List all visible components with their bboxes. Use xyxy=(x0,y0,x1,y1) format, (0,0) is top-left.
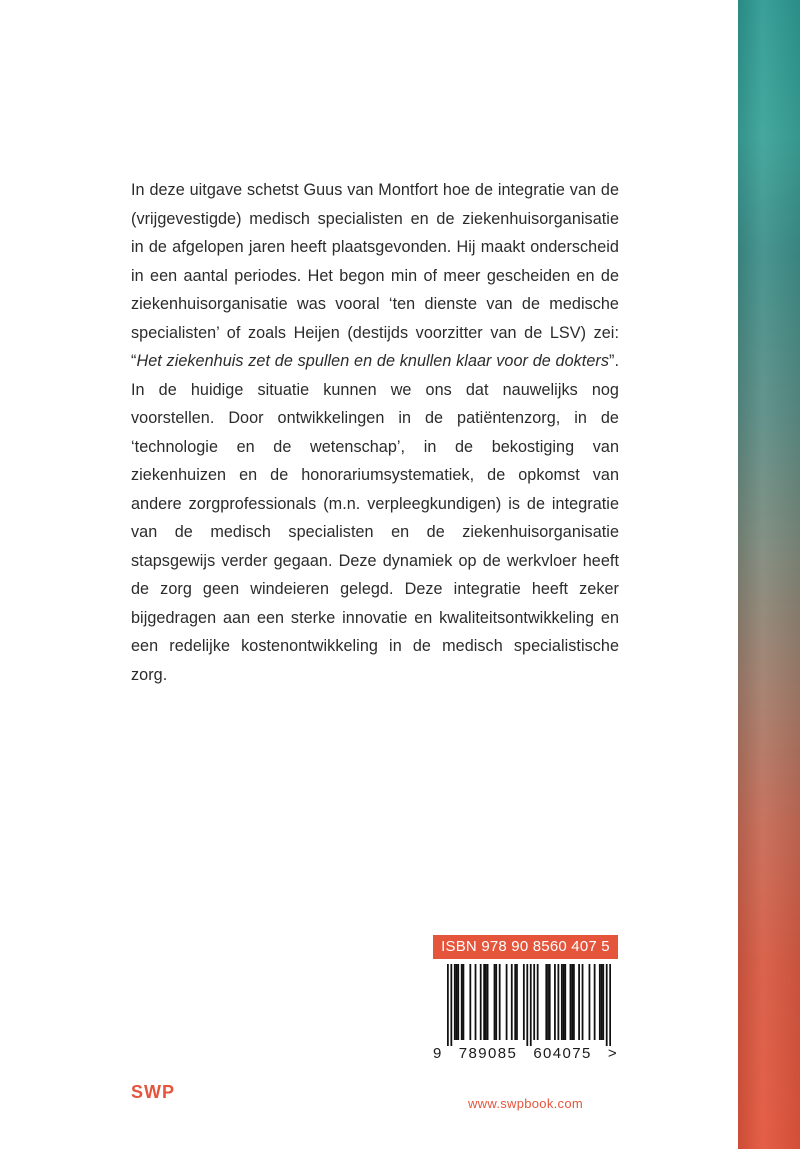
barcode-bar xyxy=(599,964,601,1040)
barcode-bar xyxy=(483,964,485,1040)
barcode-bar xyxy=(487,964,489,1040)
barcode-bar xyxy=(554,964,556,1040)
barcode-bar xyxy=(461,964,463,1040)
barcode-bar xyxy=(570,964,572,1040)
barcode-bar xyxy=(561,964,563,1040)
barcode-bar xyxy=(594,964,596,1040)
barcode xyxy=(433,959,618,1063)
barcode-bars xyxy=(447,964,611,1046)
barcode-guard-bar xyxy=(609,964,611,1046)
barcode-bar xyxy=(537,964,539,1040)
barcode-quiet-mark: > xyxy=(607,1045,618,1062)
barcode-bar xyxy=(547,964,549,1040)
publisher-logo: SWP xyxy=(131,1082,176,1102)
barcode-bar xyxy=(456,964,458,1040)
blurb-text xyxy=(131,176,619,689)
blurb-lead: In deze uitgave schetst Guus van Montfort hoe de integratie van de (vrijgevestigde) medisch specialisten en de ziekenhuisorganisatie in de afgelopen jaren heeft plaatsgevonden. Hij maakt onderscheid in een aantal periodes. Het begon min of meer gescheiden en de ziekenhuisorganisatie was vooral ‘ten dienste van de medische specialisten’ of zoals Heijen (destijds voorzitter van de LSV) zei: “ xyxy=(131,181,619,370)
barcode-bar xyxy=(463,964,465,1040)
barcode-bar xyxy=(601,964,603,1040)
barcode-bar xyxy=(549,964,551,1040)
barcode-bar xyxy=(557,964,559,1040)
barcode-bar xyxy=(454,964,456,1040)
barcode-bar xyxy=(573,964,575,1040)
spine-shading xyxy=(738,0,800,1149)
barcode-bar xyxy=(571,964,573,1040)
blurb-rest: ”. In de huidige situatie kunnen we ons dat nauwelijks nog voorstellen. Door ontwikkelingen in de patiëntenzorg, in de ‘technologie en de wetenschap’, in de bekostiging van ziekenhuizen en de honorariumsystematiek, de opkomst van andere zorgprofessionals (m.n. verpleegkundigen) is de integratie van de medisch specialisten en de ziekenhuisorganisatie stapsgewijs verder gegaan. Deze dynamiek op de werkvloer heeft de zorg geen windeieren gelegd. Deze integratie heeft zeker bijgedragen aan een sterke innovatie en kwaliteitsontwikkeling en een redelijke kostenontwikkeling in de medisch specialistische zorg. xyxy=(131,352,619,684)
barcode-bar xyxy=(494,964,496,1040)
barcode-guard-bar xyxy=(450,964,452,1046)
barcode-bar xyxy=(495,964,497,1040)
barcode-bar xyxy=(514,964,516,1040)
barcode-group-right: 604075 xyxy=(533,1045,592,1062)
barcode-bar xyxy=(589,964,591,1040)
barcode-bar xyxy=(485,964,487,1040)
barcode-guard-bar xyxy=(447,964,449,1046)
barcode-first-digit: 9 xyxy=(433,1045,443,1062)
barcode-bar xyxy=(564,964,566,1040)
barcode-bar xyxy=(469,964,471,1040)
barcode-digits xyxy=(433,1045,618,1062)
barcode-group-left: 789085 xyxy=(458,1045,518,1062)
barcode-bar xyxy=(545,964,547,1040)
barcode-bar xyxy=(506,964,508,1040)
isbn-label: ISBN 978 90 8560 407 5 xyxy=(433,935,618,959)
barcode-guard-bar xyxy=(526,964,528,1046)
barcode-guard-bar xyxy=(530,964,532,1046)
barcode-bar xyxy=(533,964,535,1040)
blurb-quote: Het ziekenhuis zet de spullen en de knullen klaar voor de dokters xyxy=(136,352,609,370)
barcode-bar xyxy=(582,964,584,1040)
barcode-bar xyxy=(457,964,459,1040)
barcode-bar xyxy=(511,964,513,1040)
barcode-bar xyxy=(499,964,501,1040)
barcode-bar xyxy=(602,964,604,1040)
barcode-bar xyxy=(475,964,477,1040)
barcode-bar xyxy=(563,964,565,1040)
barcode-bar xyxy=(516,964,518,1040)
barcode-bar xyxy=(578,964,580,1040)
publisher-website[interactable]: www.swpbook.com xyxy=(467,1096,584,1111)
barcode-bar xyxy=(523,964,525,1040)
barcode-guard-bar xyxy=(606,964,608,1046)
barcode-bar xyxy=(480,964,482,1040)
spine-photo-strip xyxy=(738,0,800,1149)
